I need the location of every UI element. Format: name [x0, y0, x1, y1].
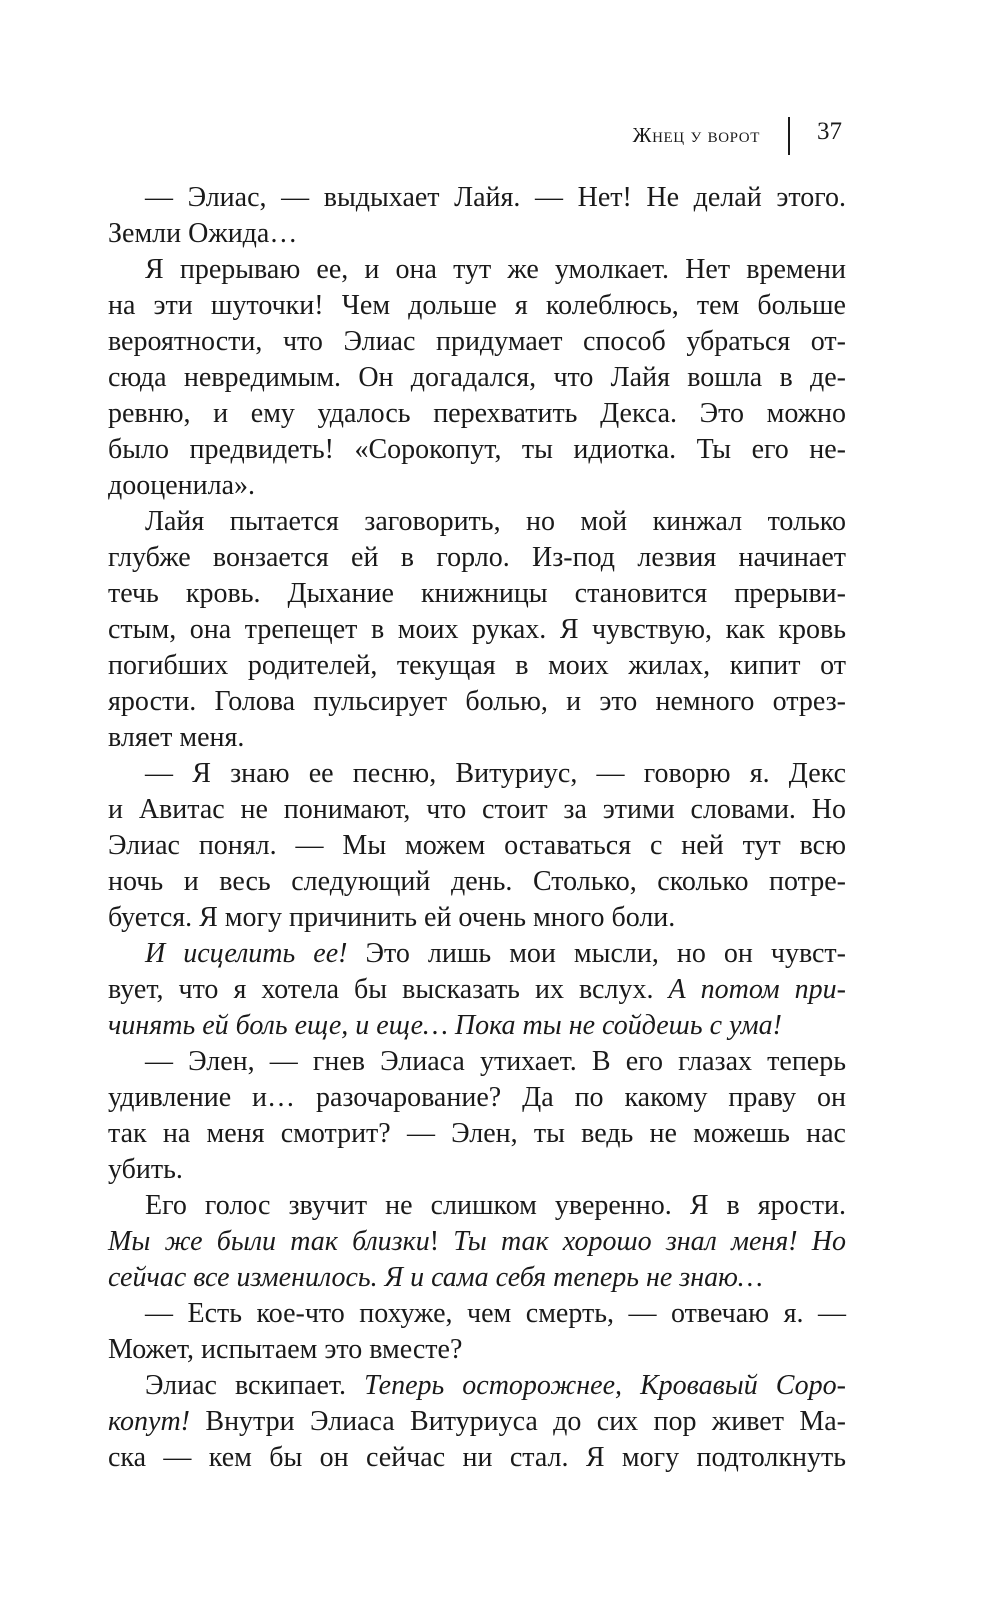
italic-text: чинять ей боль еще, и еще… Пока ты не сойдешь с ума!	[108, 1010, 782, 1041]
text-line	[108, 1008, 846, 1044]
running-head	[0, 117, 1000, 157]
text-run: ревню, и ему удалось перехватить Декса. Это можно	[108, 398, 846, 429]
italic-text: А потом при-	[668, 974, 847, 1005]
text-line	[108, 936, 846, 972]
text-run: стым, она трепещет в моих руках. Я чувствую, как кровь	[108, 614, 846, 645]
text-line	[108, 1044, 846, 1080]
text-line	[108, 828, 846, 864]
text-run: Я прерываю ее, и она тут же умолкает. Нет времени	[145, 254, 846, 285]
text-line	[108, 1368, 846, 1404]
header-divider	[788, 117, 790, 155]
text-run: Элиас вскипает.	[145, 1370, 365, 1401]
text-run: вероятности, что Элиас придумает способ убраться от-	[108, 326, 846, 357]
text-line	[108, 1296, 846, 1332]
text-run: сюда невредимым. Он догадался, что Лайя вошла в де-	[108, 362, 846, 393]
text-run: !	[429, 1226, 454, 1257]
text-line	[108, 576, 846, 612]
text-line	[108, 1080, 846, 1116]
text-run: — Есть кое-что похуже, чем смерть, — отвечаю я. —	[145, 1298, 846, 1329]
text-run: дооценила».	[108, 470, 256, 501]
text-line	[108, 540, 846, 576]
text-line	[108, 180, 846, 216]
page-number: 37	[817, 118, 842, 145]
text-line	[108, 1116, 846, 1152]
text-run: Элиас понял. — Мы можем оставаться с ней тут всю	[108, 830, 846, 861]
text-line	[108, 1188, 846, 1224]
italic-text: сейчас все изменилось. Я и сама себя теперь не знаю…	[108, 1262, 763, 1293]
italic-text: копут!	[108, 1406, 191, 1437]
text-run: так на меня смотрит? — Элен, ты ведь не можешь нас	[108, 1118, 846, 1149]
text-line	[108, 1440, 846, 1476]
text-run: Может, испытаем это вместе?	[108, 1334, 463, 1365]
text-line	[108, 1404, 846, 1440]
text-run: буется. Я могу причинить ей очень много боли.	[108, 902, 676, 933]
text-run: погибших родителей, текущая в моих жилах, кипит от	[108, 650, 846, 681]
text-line	[108, 972, 846, 1008]
text-run: — Элиас, — выдыхает Лайя. — Нет! Не делай этого.	[145, 182, 846, 213]
text-run: удивление и… разочарование? Да по какому праву он	[108, 1082, 846, 1113]
text-line	[108, 720, 846, 756]
text-line	[108, 1224, 846, 1260]
text-run: — Элен, — гнев Элиаса утихает. В его глазах теперь	[145, 1046, 846, 1077]
text-run: Лайя пытается заговорить, но мой кинжал только	[145, 506, 846, 537]
italic-text: И исцелить ее!	[145, 938, 348, 969]
text-line	[108, 216, 846, 252]
text-run: вляет меня.	[108, 722, 245, 753]
italic-text: Мы же были так близки	[108, 1226, 430, 1257]
text-line	[108, 288, 846, 324]
text-line	[108, 1152, 846, 1188]
text-run: на эти шуточки! Чем дольше я колеблюсь, тем больше	[108, 290, 846, 321]
text-line	[108, 684, 846, 720]
text-run: и Авитас не понимают, что стоит за этими словами. Но	[108, 794, 846, 825]
text-line	[108, 792, 846, 828]
text-line	[108, 468, 846, 504]
text-line	[108, 252, 846, 288]
text-line	[108, 396, 846, 432]
text-run: Внутри Элиаса Витуриуса до сих пор живет Ма-	[190, 1406, 846, 1437]
italic-text: Ты так хорошо знал меня! Но	[453, 1226, 847, 1257]
text-line	[108, 648, 846, 684]
text-run: вует, что я хотела бы высказать их вслух.	[108, 974, 669, 1005]
text-line	[108, 432, 846, 468]
running-title: Жнец у ворот	[632, 123, 760, 147]
text-run: — Я знаю ее песню, Витуриус, — говорю я. Декс	[145, 758, 846, 789]
text-line	[108, 360, 846, 396]
text-line	[108, 1260, 846, 1296]
text-line	[108, 900, 846, 936]
text-run: Его голос звучит не слишком уверенно. Я в ярости.	[145, 1190, 846, 1221]
text-line	[108, 612, 846, 648]
text-run: убить.	[108, 1154, 183, 1185]
text-line	[108, 864, 846, 900]
text-line	[108, 756, 846, 792]
text-line	[108, 1332, 846, 1368]
text-line	[108, 504, 846, 540]
body-text	[108, 180, 846, 1476]
text-run: ска — кем бы он сейчас ни стал. Я могу подтолкнуть	[108, 1442, 846, 1473]
text-run: ярости. Голова пульсирует болью, и это немного отрез-	[108, 686, 846, 717]
text-run: течь кровь. Дыхание книжницы становится прерыви-	[108, 578, 846, 609]
text-line	[108, 324, 846, 360]
text-run: Это лишь мои мысли, но он чувст-	[347, 938, 846, 969]
text-run: глубже вонзается ей в горло. Из-под лезвия начинает	[108, 542, 846, 573]
italic-text: Теперь осторожнее, Кровавый Соро-	[364, 1370, 846, 1401]
text-run: было предвидеть! «Сорокопут, ты идиотка. Ты его не-	[108, 434, 846, 465]
text-run: Земли Ожида…	[108, 218, 298, 249]
text-run: ночь и весь следующий день. Столько, сколько потре-	[108, 866, 846, 897]
